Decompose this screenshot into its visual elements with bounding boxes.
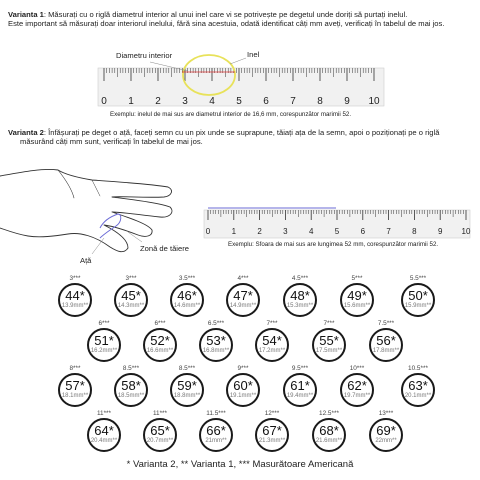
us-size: 7***	[323, 320, 335, 327]
ring-diameter: 15.9mm**	[404, 303, 432, 309]
ring-size-number: 51*	[94, 333, 114, 348]
ring-diameter: 15.6mm**	[343, 303, 371, 309]
us-size: 4***	[237, 275, 249, 282]
ruler-number: 6	[263, 96, 269, 107]
ring-diameter: 17.2mm**	[258, 348, 286, 354]
us-size: 9.5***	[291, 365, 309, 372]
us-size: 6.5***	[207, 320, 225, 327]
ring-diameter: 14.6mm**	[173, 303, 201, 309]
variant1-title: Varianta 1	[8, 10, 44, 19]
ring-size-number: 46*	[177, 288, 197, 303]
us-size: 12.5***	[319, 410, 339, 417]
ruler-number: 2	[155, 96, 161, 107]
ring-diameter: 14.3mm**	[117, 303, 145, 309]
ruler-number: 7	[386, 227, 391, 236]
us-size: 8***	[69, 365, 81, 372]
ring-diameter: 17.8mm**	[372, 348, 400, 354]
ruler-number: 1	[128, 96, 134, 107]
ring-size-number: 65*	[150, 423, 170, 438]
us-size: 10.5***	[408, 365, 428, 372]
ring-diameter: 16.8mm**	[202, 348, 230, 354]
ring-diameter: 17.5mm**	[315, 348, 343, 354]
ruler-number: 3	[182, 96, 188, 107]
variant1-line1: : Măsurați cu o riglă diametrul interior al unui inel care vi se potrivește pe degetul unde doriți să purtați inelul.	[43, 10, 408, 19]
ring-size-number: 52*	[150, 333, 170, 348]
us-size: 3***	[69, 275, 81, 282]
ruler-number: 9	[437, 227, 443, 236]
ruler-number: 5	[334, 227, 340, 236]
ring-diameter: 18.1mm**	[61, 393, 89, 399]
ring-diameter: 22mm**	[375, 438, 397, 444]
us-size: 11***	[96, 410, 112, 417]
thread-label: Ață	[80, 256, 92, 265]
legend: * Varianta 2, ** Varianta 1, *** Masurătoare Americană	[126, 459, 354, 470]
ring-size-number: 49*	[347, 288, 367, 303]
ring-diameter: 14.9mm**	[229, 303, 257, 309]
ruler-number: 9	[344, 96, 350, 107]
ring-size-number: 62*	[347, 378, 367, 393]
ring-size-number: 50*	[408, 288, 428, 303]
ring-size-number: 66*	[206, 423, 226, 438]
us-size: 7***	[266, 320, 278, 327]
ring-diameter: 21.6mm**	[315, 438, 343, 444]
us-size: 11***	[152, 410, 168, 417]
ring-diameter: 20.4mm**	[90, 438, 118, 444]
ruler-number: 2	[257, 227, 262, 236]
ring-size-number: 57*	[65, 378, 85, 393]
us-size: 6***	[98, 320, 110, 327]
ruler-number: 0	[205, 227, 211, 236]
ruler-number: 0	[101, 96, 107, 107]
ring-diameter: 15.3mm**	[286, 303, 314, 309]
ring-diameter: 19.1mm**	[229, 393, 257, 399]
us-size: 5***	[351, 275, 363, 282]
ring-size-number: 61*	[290, 378, 310, 393]
ring-diameter: 19.7mm**	[343, 393, 371, 399]
us-size: 7.5***	[377, 320, 395, 327]
us-size: 11.5***	[206, 410, 226, 417]
us-size: 6***	[154, 320, 166, 327]
ring-size-number: 54*	[262, 333, 282, 348]
diameter-label: Diametru interior	[116, 51, 173, 60]
ruler-number: 8	[317, 96, 323, 107]
ring-diameter: 16.2mm**	[90, 348, 118, 354]
us-size: 13***	[378, 410, 394, 417]
ruler-number: 10	[461, 227, 471, 236]
us-size: 3.5***	[178, 275, 196, 282]
ruler-number: 1	[231, 227, 237, 236]
variant2-caption: Exemplu: Sfoara de mai sus are lungimea 52 mm, corespunzător marimii 52.	[228, 241, 439, 248]
ruler-number: 7	[290, 96, 296, 107]
ring-diameter: 18.8mm**	[173, 393, 201, 399]
ring-diameter: 16.6mm**	[146, 348, 174, 354]
cut-zone-label: Zonă de tăiere	[140, 244, 189, 253]
ring-size-number: 53*	[206, 333, 226, 348]
ruler-number: 5	[236, 96, 242, 107]
ring-size-number: 55*	[319, 333, 339, 348]
us-size: 8.5***	[122, 365, 140, 372]
ring-diameter: 20.1mm**	[404, 393, 432, 399]
ring-size-number: 58*	[121, 378, 141, 393]
variant2-line2: măsurând câți mm sunt, verificați în tabelul de mai jos.	[20, 137, 203, 147]
variant1-line2: Este important să măsurați doar interiorul inelului, fără sina acestuia, odată identificat câți mm aveți, verificați în tabelul de mai jos.	[8, 19, 445, 29]
us-size: 5.5***	[409, 275, 427, 282]
ring-label: Inel	[247, 50, 260, 59]
ruler-number: 4	[308, 227, 314, 236]
ring-size-number: 59*	[177, 378, 197, 393]
ring-diameter: 18.5mm**	[117, 393, 145, 399]
ring-size-number: 45*	[121, 288, 141, 303]
ruler-number: 3	[283, 227, 288, 236]
ruler-number: 8	[412, 227, 417, 236]
ring-size-number: 63*	[408, 378, 428, 393]
ring-size-number: 67*	[262, 423, 282, 438]
us-size: 12***	[264, 410, 280, 417]
variant2-line1: : Înfășurați pe deget o ață, faceți semn cu un pix unde se suprapune, tăiați ața de la semn, apoi o poziționați pe o riglă	[43, 128, 440, 137]
ring-diameter: 21mm**	[205, 438, 227, 444]
us-size: 9***	[237, 365, 249, 372]
ring-size-number: 48*	[290, 288, 310, 303]
ring-size-number: 68*	[319, 423, 339, 438]
ruler-number: 4	[209, 96, 215, 107]
ring-diameter: 21.3mm**	[258, 438, 286, 444]
ring-size-number: 47*	[233, 288, 253, 303]
ring-size-number: 44*	[65, 288, 85, 303]
us-size: 10***	[349, 365, 365, 372]
us-size: 4.5***	[291, 275, 309, 282]
ring-diameter: 19.4mm**	[286, 393, 314, 399]
ruler-number: 10	[368, 96, 380, 107]
variant2-title: Varianta 2	[8, 128, 44, 137]
variant1-caption: Exemplu: inelul de mai sus are diametrul interior de 16,6 mm, corespunzător marimii 52.	[110, 111, 352, 118]
ring-size-number: 69*	[376, 423, 396, 438]
ring-size-number: 60*	[233, 378, 253, 393]
us-size: 3***	[125, 275, 137, 282]
ring-size-number: 56*	[376, 333, 396, 348]
ring-size-number: 64*	[94, 423, 114, 438]
ring-diameter: 20.7mm**	[146, 438, 174, 444]
us-size: 8.5***	[178, 365, 196, 372]
ring-diameter: 13.9mm**	[61, 303, 89, 309]
ruler-number: 6	[360, 227, 366, 236]
